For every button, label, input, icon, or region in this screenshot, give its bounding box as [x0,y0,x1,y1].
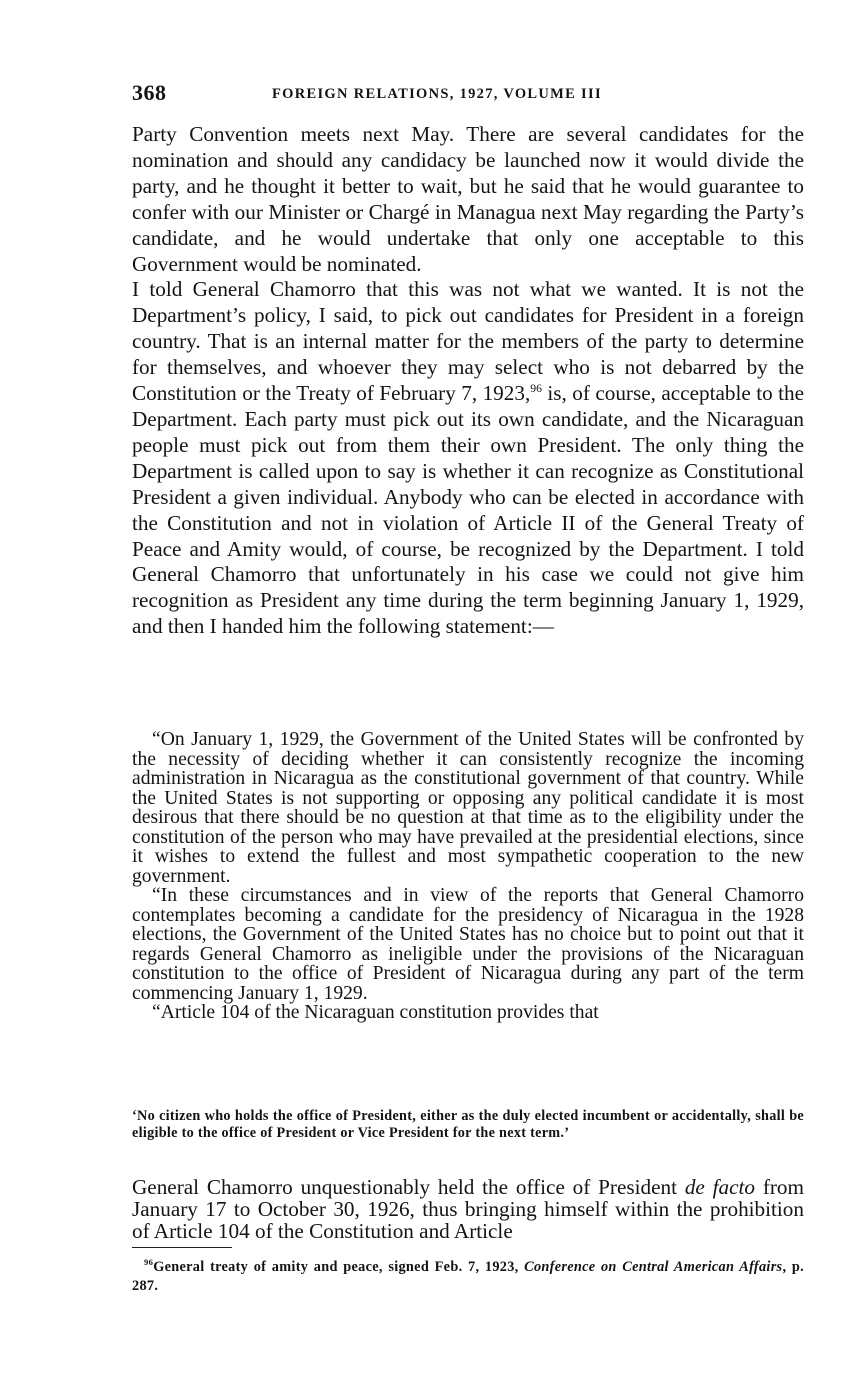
closing-text-b: from January 17 to October 30, 1926, thus bringing himself within the prohibition of Article 104 of the Constitution and Article [132,1175,804,1243]
footnote-text: General treaty of amity and peace, signed Feb. 7, 1923, [153,1259,525,1275]
body-text [132,122,804,640]
statement-paragraph-2: “In these circumstances and in view of the reports that General Chamorro contemplates becoming a candidate for the presidency of Nicaragua in the 1928 elections, the Government of the United States has no choice but to point out that it regards General Chamorro as ineligible under the provisions of the Nicaraguan constitution to the office of President of Nicaragua during any part of the term commencing January 1, 1929. [132,885,804,1004]
footnote-text-end: , p. 287. [132,1259,804,1294]
page-header [132,80,804,106]
closing-text-a: General Chamorro unquestionably held the office of President [132,1175,685,1199]
closing-italic: de facto [684,1175,755,1199]
quoted-statement [132,730,804,1023]
footnote-italic: Conference on Central American Affairs [524,1259,783,1275]
paragraph-2-text-a: I told General Chamorro that this was not what we wanted. It is not the Department’s policy, I said, to pick out candidates for President in a foreign country. That is an internal matter for the members of the party to determine for themselves, and whoever they may select who is not debarred by the Constitution or the Treaty of February 7, 1923, [132,277,804,406]
footnote [132,1258,804,1296]
page-number: 368 [132,80,167,105]
paragraph-2-text-b: is, of course, acceptable to the Department. Each party must pick out its own candidate, and the Nicaraguan people must pick out from them their own President. The only thing the Department is called upon to say is whether it can recognize as Constitutional President a given individual. Anybody who can be elected in accordance with the Constitution and not in violation of Article II of the General Treaty of Peace and Amity would, of course, be recognized by the Department. I told General Chamorro that unfortunately in his case we could not give him recognition as President any time during the term beginning January 1, 1929, and then I handed him the following statement:— [132,381,804,639]
statement-paragraph-1: “On January 1, 1929, the Government of the United States will be confronted by the necessity of deciding whether it can consistently recognize the incoming administration in Nicaragua as the constitutional government of that country. While the United States is not supporting or opposing any political candidate it is most desirous that there should be no question at that time as to the eligibility under the constitution of the person who may have prevailed at the presidential elections, since it wishes to extend the fullest and most sympathetic cooperation to the new government. [132,729,804,887]
footnote-marker: 96 [144,1257,154,1268]
closing-paragraph [132,1176,804,1242]
footnote-reference: 96 [530,382,542,395]
article-104-quote [132,1108,804,1142]
article-104-text: ‘No citizen who holds the office of President, either as the duly elected incumbent or accidentally, shall be eligible to the office of President or Vice President for the next term.’ [132,1108,804,1141]
footnote-divider [132,1247,232,1248]
paragraph-2 [132,277,804,640]
paragraph-1: Party Convention meets next May. There are several candidates for the nomination and should any candidacy be launched now it would divide the party, and he thought it better to wait, but he said that he would guarantee to confer with our Minister or Chargé in Managua next May regarding the Party’s candidate, and he would undertake that only one acceptable to this Government would be nominated. [132,122,804,276]
running-head: FOREIGN RELATIONS, 1927, VOLUME III [272,86,602,102]
statement-paragraph-3: “Article 104 of the Nicaraguan constitution provides that [152,1002,599,1023]
